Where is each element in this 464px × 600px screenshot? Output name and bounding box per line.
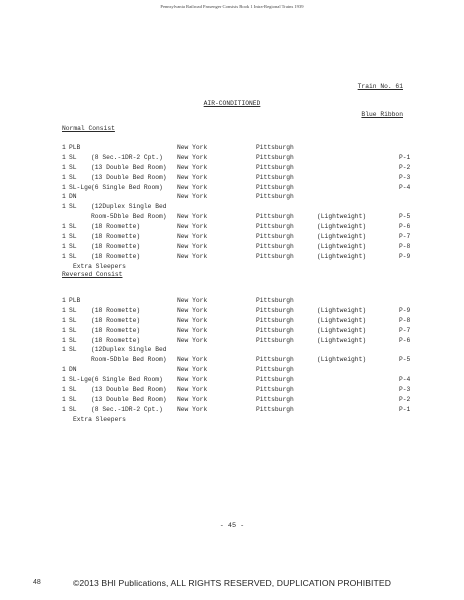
cell-to: Pittsburgh xyxy=(256,193,294,201)
consist-row xyxy=(62,202,422,212)
cell-from: New York xyxy=(177,395,208,403)
cell-type: SL xyxy=(69,163,77,171)
cell-qty: 1 xyxy=(62,395,66,403)
normal-consist-table xyxy=(62,143,422,262)
cell-qty: 1 xyxy=(62,316,66,324)
cell-note: (Lightweight) xyxy=(317,242,367,250)
cell-from: New York xyxy=(177,193,208,201)
cell-type: SL xyxy=(69,405,77,413)
train-heading xyxy=(358,63,403,130)
normal-consist-title: Normal Consist xyxy=(62,125,115,132)
cell-from: New York xyxy=(177,163,208,171)
consist-row xyxy=(62,242,422,252)
cell-desc: (18 Roomette) xyxy=(91,336,141,344)
cell-desc: (8 Sec.-1DR-2 Cpt.) xyxy=(91,153,163,161)
cell-to: Pittsburgh xyxy=(256,213,294,221)
cell-from: New York xyxy=(177,173,208,181)
reversed-consist-title: Reversed Consist xyxy=(62,271,123,278)
cell-desc: (13 Double Bed Room) xyxy=(91,386,167,394)
consist-row xyxy=(62,192,422,202)
cell-qty: 1 xyxy=(62,233,66,241)
cell-from: New York xyxy=(177,405,208,413)
cell-note: (Lightweight) xyxy=(317,233,367,241)
cell-code: P-5 xyxy=(399,356,411,364)
cell-type: PLB xyxy=(69,297,81,304)
consist-row xyxy=(62,296,422,306)
cell-desc: (18 Roomette) xyxy=(91,223,141,231)
cell-note: (Lightweight) xyxy=(317,336,367,344)
cell-note: (Lightweight) xyxy=(317,223,367,231)
consist-row xyxy=(62,336,422,346)
cell-note: (Lightweight) xyxy=(317,326,367,334)
cell-qty: 1 xyxy=(62,386,66,394)
cell-type: SL xyxy=(69,203,77,211)
cell-qty: 1 xyxy=(62,405,66,413)
book-header: Pennsylvania Railroad Passenger Consists Book 1 Intra-Regional Trains 1939 xyxy=(160,4,304,9)
cell-from: New York xyxy=(177,366,208,374)
cell-code: P-6 xyxy=(399,336,411,344)
cell-from: New York xyxy=(177,153,208,161)
cell-to: Pittsburgh xyxy=(256,306,294,314)
cell-type: SL xyxy=(69,233,77,241)
cell-desc: (6 Single Bed Room) xyxy=(91,183,163,191)
cell-qty: 1 xyxy=(62,203,66,211)
cell-from: New York xyxy=(177,306,208,314)
cell-desc: (18 Roomette) xyxy=(91,242,141,250)
cell-note: (Lightweight) xyxy=(317,356,367,364)
cell-to: Pittsburgh xyxy=(256,326,294,334)
cell-code: P-8 xyxy=(399,316,411,324)
cell-desc: (18 Roomette) xyxy=(91,326,141,334)
cell-to: Pittsburgh xyxy=(256,366,294,374)
cell-qty: 1 xyxy=(62,306,66,314)
cell-type: SL xyxy=(69,346,77,354)
footer-page-number: 48 xyxy=(33,579,41,586)
cell-qty: 1 xyxy=(62,376,66,384)
cell-code: P-2 xyxy=(399,395,411,403)
cell-to: Pittsburgh xyxy=(256,297,294,304)
consist-row xyxy=(62,252,422,262)
cell-to: Pittsburgh xyxy=(256,336,294,344)
cell-desc: (13 Double Bed Room) xyxy=(91,395,167,403)
cell-from: New York xyxy=(177,326,208,334)
cell-type: SL xyxy=(69,386,77,394)
cell-type: SL xyxy=(69,153,77,161)
cell-from: New York xyxy=(177,242,208,250)
cell-from: New York xyxy=(177,297,208,304)
cell-from: New York xyxy=(177,223,208,231)
cell-type: SL xyxy=(69,395,77,403)
cell-to: Pittsburgh xyxy=(256,405,294,413)
cell-from: New York xyxy=(177,386,208,394)
cell-qty: 1 xyxy=(62,144,66,151)
cell-from: New York xyxy=(177,356,208,364)
cell-type: DN xyxy=(69,193,77,201)
cell-qty: 1 xyxy=(62,153,66,161)
cell-desc: (18 Roomette) xyxy=(91,233,141,241)
reversed-extra-sleepers: Extra Sleepers xyxy=(73,416,126,423)
cell-desc: (18 Roomette) xyxy=(91,252,141,260)
cell-to: Pittsburgh xyxy=(256,144,294,151)
consist-row xyxy=(62,173,422,183)
consist-row xyxy=(62,375,422,385)
cell-type: SL-Lge xyxy=(69,183,92,191)
cell-type: SL-Lge xyxy=(69,376,92,384)
cell-code: P-4 xyxy=(399,376,411,384)
cell-from: New York xyxy=(177,144,208,151)
cell-from: New York xyxy=(177,336,208,344)
cell-code: P-5 xyxy=(399,213,411,221)
cell-code: P-9 xyxy=(399,252,411,260)
cell-to: Pittsburgh xyxy=(256,376,294,384)
consist-row xyxy=(62,385,422,395)
cell-qty: 1 xyxy=(62,223,66,231)
page-number: - 45 - xyxy=(219,522,245,530)
consist-row xyxy=(62,365,422,375)
cell-note: (Lightweight) xyxy=(317,252,367,260)
normal-extra-sleepers: Extra Sleepers xyxy=(73,263,126,270)
cell-to: Pittsburgh xyxy=(256,233,294,241)
consist-row xyxy=(62,222,422,232)
train-number: Train No. 61 xyxy=(357,82,403,90)
cell-type: SL xyxy=(69,252,77,260)
consist-row xyxy=(62,395,422,405)
cell-to: Pittsburgh xyxy=(256,316,294,324)
consist-row xyxy=(62,183,422,193)
consist-row xyxy=(62,405,422,415)
air-conditioned-heading: AIR-CONDITIONED xyxy=(203,100,261,107)
cell-qty: 1 xyxy=(62,366,66,374)
cell-qty: 1 xyxy=(62,163,66,171)
cell-qty: 1 xyxy=(62,242,66,250)
consist-row xyxy=(62,316,422,326)
cell-type: SL xyxy=(69,306,77,314)
cell-desc: (18 Roomette) xyxy=(91,306,141,314)
cell-desc: (12Duplex Single Bed xyxy=(91,203,167,211)
cell-type: SL xyxy=(69,326,77,334)
cell-desc: (18 Roomette) xyxy=(91,316,141,324)
cell-to: Pittsburgh xyxy=(256,242,294,250)
cell-to: Pittsburgh xyxy=(256,163,294,171)
cell-desc: (6 Single Bed Room) xyxy=(91,376,163,384)
cell-type: DN xyxy=(69,366,77,374)
train-name: Blue Ribbon xyxy=(361,111,403,119)
consist-row xyxy=(62,355,422,365)
cell-to: Pittsburgh xyxy=(256,173,294,181)
copyright-notice: ©2013 BHI Publications, ALL RIGHTS RESERVED, DUPLICATION PROHIBITED xyxy=(72,578,392,588)
cell-qty: 1 xyxy=(62,326,66,334)
cell-code: P-8 xyxy=(399,242,411,250)
cell-desc: (12Duplex Single Bed xyxy=(91,346,167,354)
cell-qty: 1 xyxy=(62,173,66,181)
cell-note: (Lightweight) xyxy=(317,306,367,314)
cell-from: New York xyxy=(177,252,208,260)
reversed-consist-table xyxy=(62,296,422,415)
cell-type: SL xyxy=(69,316,77,324)
cell-to: Pittsburgh xyxy=(256,395,294,403)
consist-row xyxy=(62,163,422,173)
cell-qty: 1 xyxy=(62,346,66,354)
cell-from: New York xyxy=(177,233,208,241)
cell-desc: (13 Double Bed Room) xyxy=(91,173,167,181)
consist-row xyxy=(62,232,422,242)
cell-qty: 1 xyxy=(62,252,66,260)
cell-desc: Room-5Dble Bed Room) xyxy=(91,356,167,364)
cell-code: P-6 xyxy=(399,223,411,231)
cell-qty: 1 xyxy=(62,193,66,201)
cell-type: SL xyxy=(69,336,77,344)
consist-row xyxy=(62,212,422,222)
consist-row xyxy=(62,345,422,355)
cell-to: Pittsburgh xyxy=(256,183,294,191)
cell-desc: Room-5Dble Bed Room) xyxy=(91,213,167,221)
consist-row xyxy=(62,306,422,316)
cell-from: New York xyxy=(177,213,208,221)
consist-row xyxy=(62,153,422,163)
cell-qty: 1 xyxy=(62,297,66,304)
cell-code: P-1 xyxy=(399,153,411,161)
consist-row xyxy=(62,143,422,153)
cell-to: Pittsburgh xyxy=(256,153,294,161)
cell-code: P-7 xyxy=(399,326,411,334)
cell-desc: (13 Double Bed Room) xyxy=(91,163,167,171)
cell-code: P-4 xyxy=(399,183,411,191)
cell-to: Pittsburgh xyxy=(256,252,294,260)
consist-row xyxy=(62,326,422,336)
cell-from: New York xyxy=(177,376,208,384)
cell-type: SL xyxy=(69,173,77,181)
cell-type: PLB xyxy=(69,144,81,151)
cell-desc: (8 Sec.-1DR-2 Cpt.) xyxy=(91,405,163,413)
cell-to: Pittsburgh xyxy=(256,356,294,364)
cell-code: P-7 xyxy=(399,233,411,241)
cell-code: P-1 xyxy=(399,405,411,413)
footer xyxy=(0,578,464,590)
cell-type: SL xyxy=(69,242,77,250)
cell-code: P-3 xyxy=(399,386,411,394)
cell-to: Pittsburgh xyxy=(256,386,294,394)
cell-type: SL xyxy=(69,223,77,231)
cell-note: (Lightweight) xyxy=(317,213,367,221)
cell-note: (Lightweight) xyxy=(317,316,367,324)
cell-code: P-2 xyxy=(399,163,411,171)
cell-to: Pittsburgh xyxy=(256,223,294,231)
cell-qty: 1 xyxy=(62,336,66,344)
cell-from: New York xyxy=(177,183,208,191)
cell-qty: 1 xyxy=(62,183,66,191)
cell-code: P-9 xyxy=(399,306,411,314)
cell-code: P-3 xyxy=(399,173,411,181)
cell-from: New York xyxy=(177,316,208,324)
